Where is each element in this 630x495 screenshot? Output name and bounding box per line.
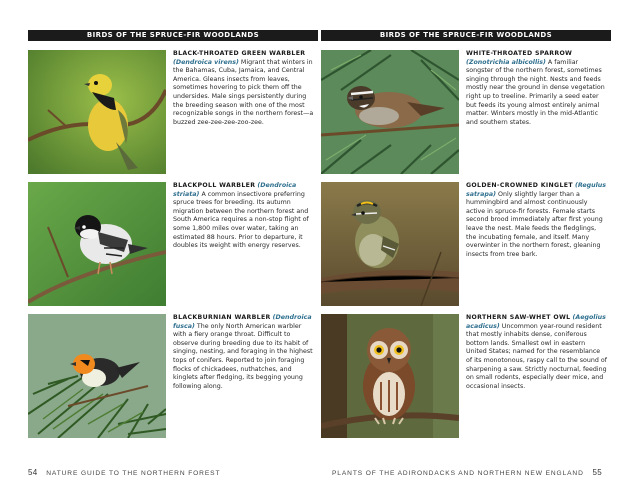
bird-entry-blackpoll-warbler (28, 182, 318, 306)
bird-photo-white-throated-sparrow (321, 50, 459, 174)
bird-description: Only slightly larger than a hummingbird and almost continuously active in spruce-fir forests. Female starts second brood immediately after first young leave the nest. Male feeds the fledglings, the incubating female, and itself. Many overwinter in the northern forest, gleaning insects from tree bark. (466, 190, 603, 258)
bird-entry-white-throated-sparrow (321, 50, 611, 174)
bird-scientific-name: (Aegolius acadicus) (466, 314, 606, 330)
kinglet-photo-icon (321, 182, 459, 306)
bird-photo-blackpoll-warbler (28, 182, 166, 306)
bird-common-name: BLACK-THROATED GREEN WARBLER (173, 50, 306, 57)
bird-entry-golden-crowned-kinglet (321, 182, 611, 306)
warbler-photo-icon (28, 314, 166, 438)
right-page (321, 0, 611, 495)
owl-photo-icon (321, 314, 459, 438)
bird-photo-golden-crowned-kinglet (321, 182, 459, 306)
bird-entry-northern-saw-whet-owl (321, 314, 611, 438)
bird-scientific-name: (Regulus satrapa) (466, 182, 607, 198)
running-title: PLANTS OF THE ADIRONDACKS AND NORTHERN NEW ENGLAND (332, 470, 584, 477)
bird-description: A familiar songster of the northern forest, sometimes singing through the night. Nests and feeds mostly near the ground in dense vegetation right up to treeline. Primarily a seed eater but feeds its young almost entirely animal matter. Winters mostly in the mid-Atlantic and southern states. (466, 58, 605, 126)
sparrow-photo-icon (321, 50, 459, 174)
bird-entry-black-throated-green-warbler (28, 50, 318, 174)
left-page (28, 0, 318, 495)
bird-photo-northern-saw-whet-owl (321, 314, 459, 438)
bird-common-name: GOLDEN-CROWNED KINGLET (466, 182, 573, 189)
section-banner: BIRDS OF THE SPRUCE-FIR WOODLANDS (321, 30, 611, 41)
bird-photo-black-throated-green-warbler (28, 50, 166, 174)
footer-right (332, 468, 602, 477)
bird-description: The only North American warbler with a fiery orange throat. Difficult to observe during breeding due to its habit of singing, nesting, and foraging in the highest tops of conifers. Reported to join foraging flocks of chickadees, nuthatches, and kinglets after fledging, its begging young following along. (173, 322, 313, 390)
bird-description: Migrant that winters in the Bahamas, Cuba, Jamaica, and Central America. Gleans insects from leaves, sometimes hovering to pick them off the undersides. Male sings persistently during the breeding season with one of the most recognizable songs in the northern forest—a buzzed zee-zee-zee-zoo-zee. (173, 58, 314, 126)
page-number: 55 (592, 468, 602, 477)
bird-description: Uncommon year-round resident that mostly inhabits dense, coniferous bottom lands. Smallest owl in eastern United States; named for the resemblance of its monotonous, raspy call to the sound of sharpening a saw. Strictly nocturnal, feeding on small rodents, especially deer mice, and occasional insects. (466, 322, 607, 390)
bird-scientific-name: (Dendroica striata) (173, 182, 297, 198)
bird-entry-blackburnian-warbler (28, 314, 318, 438)
bird-photo-blackburnian-warbler (28, 314, 166, 438)
page-number: 54 (28, 468, 38, 477)
warbler-photo-icon (28, 50, 166, 174)
bird-scientific-name: (Zonotrichia albicollis) (466, 58, 546, 66)
bird-common-name: BLACKBURNIAN WARBLER (173, 314, 271, 321)
bird-scientific-name: (Dendroica fusca) (173, 314, 312, 330)
bird-common-name: BLACKPOLL WARBLER (173, 182, 256, 189)
running-title: NATURE GUIDE TO THE NORTHERN FOREST (46, 470, 221, 477)
warbler-photo-icon (28, 182, 166, 306)
section-banner: BIRDS OF THE SPRUCE-FIR WOODLANDS (28, 30, 318, 41)
bird-description: A common insectivore preferring spruce trees for breeding. Its autumn migration between the northern forest and South America requires a non-stop flight of some 1,800 miles over water, taking an estimated 88 hours. Prior to departure, it doubles its weight with energy reserves. (173, 190, 309, 250)
bird-common-name: NORTHERN SAW-WHET OWL (466, 314, 571, 321)
footer-left (28, 468, 220, 477)
bird-scientific-name: (Dendroica virens) (173, 58, 239, 66)
bird-common-name: WHITE-THROATED SPARROW (466, 50, 573, 57)
